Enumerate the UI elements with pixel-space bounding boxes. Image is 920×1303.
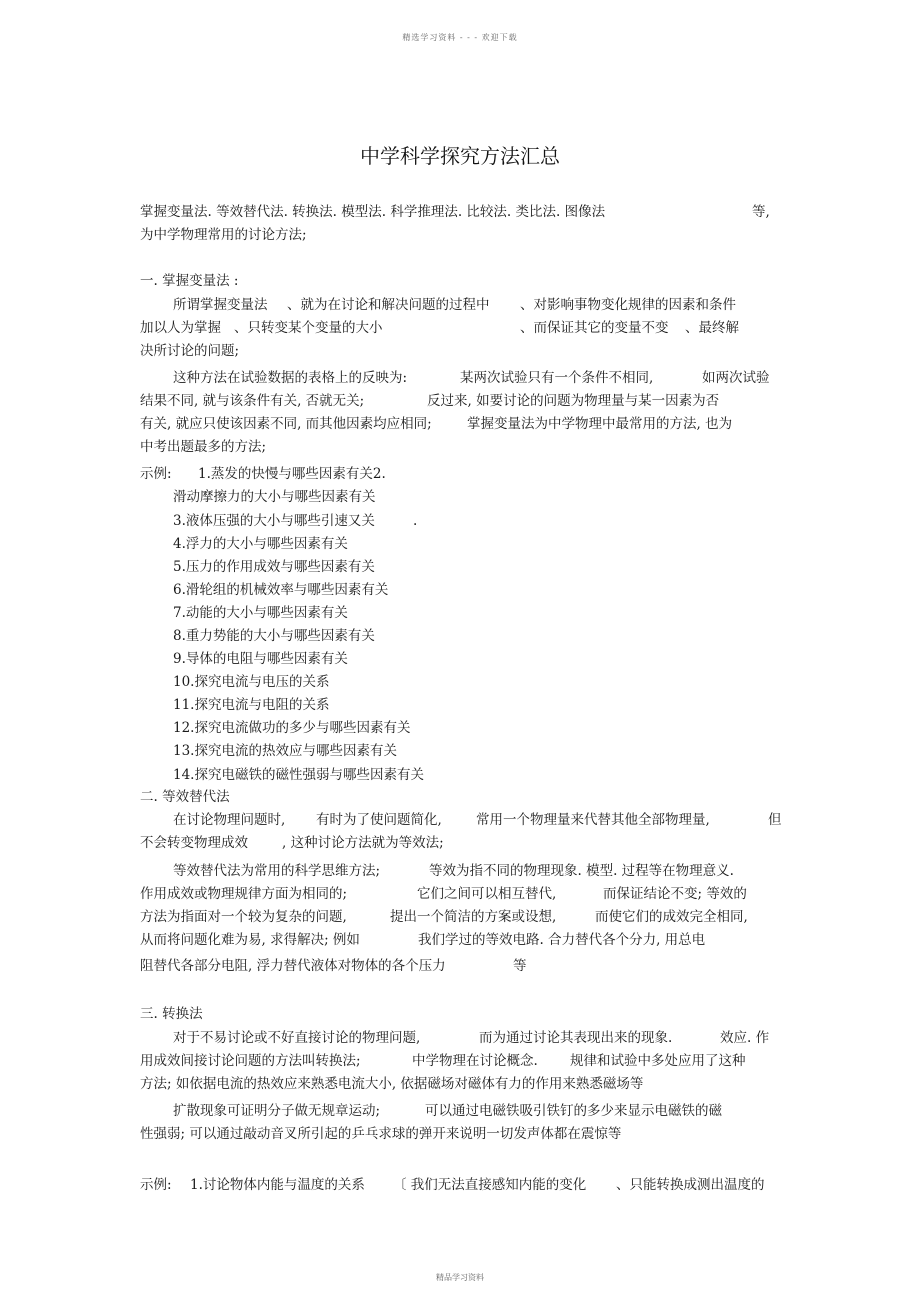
section-2-heading: 二. 等效替代法 — [140, 789, 230, 805]
example-item: 7.动能的大小与哪些因素有关 — [173, 605, 348, 621]
text-fragment: 从而将问题化难为易, 求得解决; 例如 — [140, 932, 360, 948]
text-fragment: 1.讨论物体内能与温度的关系 — [190, 1177, 365, 1193]
example-item: 滑动摩擦力的大小与哪些因素有关 — [173, 489, 376, 505]
example-item: 13.探究电流的热效应与哪些因素有关 — [173, 743, 397, 759]
text-fragment: 可以通过电磁铁吸引铁钉的多少来显示电磁铁的磁 — [425, 1103, 722, 1119]
text-fragment: 它们之间可以相互替代, — [417, 886, 557, 902]
text-fragment: 扩散现象可证明分子做无规章运动; — [173, 1103, 381, 1119]
text-fragment: 阻替代各部分电阻, 浮力替代液体对物体的各个压力 — [140, 958, 446, 974]
text-fragment: 而使它们的成效完全相同, — [595, 909, 748, 925]
text-fragment: 规律和试验中多处应用了这种 — [570, 1053, 746, 1069]
text-fragment: 等 — [513, 958, 527, 974]
example-item: 4.浮力的大小与哪些因素有关 — [173, 536, 348, 552]
example-item: 5.压力的作用成效与哪些因素有关 — [173, 559, 375, 575]
s3-p1-line-3: 方法; 如依据电流的热效应来熟悉电流大小, 依据磁场对磁体有力的作用来熟悉磁场等 — [140, 1076, 644, 1092]
examples-label: 示例: — [140, 466, 172, 482]
text-fragment: , 这种讨论方法就为等效法; — [282, 835, 444, 851]
intro-line-2: 为中学物理常用的讨论方法; — [140, 227, 307, 243]
text-fragment: 掌握变量法为中学物理中最常用的方法, 也为 — [467, 416, 733, 432]
text-fragment: 提出一个简洁的方案或设想, — [390, 909, 557, 925]
text-fragment: 、就为在讨论和解决问题的过程中 — [287, 297, 490, 313]
text-fragment: 所谓掌握变量法 — [173, 297, 268, 313]
text-fragment: 而为通过讨论其表现出来的现象. — [479, 1030, 673, 1046]
s3-p2-line-2: 性强弱; 可以通过敲动音叉所引起的乒乓求球的弹开来说明一切发声体都在震惊等 — [140, 1126, 622, 1142]
text-fragment: 如两次试验 — [702, 370, 770, 386]
intro-methods-list: 掌握变量法. 等效替代法. 转换法. 模型法. 科学推理法. 比较法. 类比法. 图像法 — [140, 204, 606, 220]
text-fragment: 加以人为掌握 — [140, 320, 221, 336]
text-fragment: 、最终解 — [685, 320, 739, 336]
text-fragment: 我们学过的等效电路. 合力替代各个分力, 用总电 — [418, 932, 706, 948]
page-header: 精选学习资料 - - - 欢迎下载 — [402, 33, 518, 42]
text-fragment: 、只转变某个变量的大小 — [234, 320, 383, 336]
examples-label: 示例: — [140, 1177, 172, 1193]
text-fragment: 在讨论物理问题时, — [173, 812, 286, 828]
section-1-heading: 一. 掌握变量法 : — [140, 273, 239, 289]
text-fragment: 用成效间接讨论问题的方法叫转换法; — [140, 1053, 361, 1069]
text-fragment: 有时为了使问题简化, — [316, 812, 442, 828]
text-fragment: 反过来, 如要讨论的问题为物理量与某一因素为否 — [427, 393, 720, 409]
text-fragment: 对于不易讨论或不好直接讨论的物理问题, — [173, 1030, 421, 1046]
text-fragment: 中学物理在讨论概念. — [412, 1053, 538, 1069]
example-item: 6.滑轮组的机械效率与哪些因素有关 — [173, 582, 389, 598]
text-fragment: 某两次试验只有一个条件不相同, — [460, 370, 654, 386]
example-item: 12.探究电流做功的多少与哪些因素有关 — [173, 720, 411, 736]
s1-p2-line-4: 中考出题最多的方法; — [140, 439, 267, 455]
text-fragment: 结果不同, 就与该条件有关, 否就无关; — [140, 393, 365, 409]
example-item: 1.蒸发的快慢与哪些因素有关2. — [198, 466, 386, 482]
s1-p1-line-3: 决所讨论的问题; — [140, 343, 240, 359]
example-item: 11.探究电流与电阻的关系 — [173, 697, 330, 713]
text-fragment: 而保证结论不变; 等效的 — [603, 886, 747, 902]
text-fragment: 、而保证其它的变量不变 — [520, 320, 669, 336]
example-item: 14.探究电磁铁的磁性强弱与哪些因素有关 — [173, 767, 424, 783]
text-fragment: 但 — [768, 812, 782, 828]
section-3-heading: 三. 转换法 — [140, 1006, 203, 1022]
text-fragment: 这种方法在试验数据的表格上的反映为: — [173, 370, 408, 386]
text-fragment: 不会转变物理成效 — [140, 835, 248, 851]
text-fragment: . — [413, 513, 418, 529]
example-item: 8.重力势能的大小与哪些因素有关 — [173, 628, 375, 644]
text-fragment: 〔 我们无法直接感知内能的变化 — [393, 1177, 587, 1193]
text-fragment: 效应. 作 — [720, 1030, 770, 1046]
text-fragment: 作用成效或物理规律方面为相同的; — [140, 886, 348, 902]
example-item: 10.探究电流与电压的关系 — [173, 674, 330, 690]
text-fragment: 等效为指不同的物理现象. 模型. 过程等在物理意义. — [429, 863, 734, 879]
page-footer: 精品学习资料 — [436, 1273, 484, 1282]
text-fragment: 有关, 就应只使该因素不同, 而其他因素均应相同; — [140, 416, 432, 432]
text-fragment: 3.液体压强的大小与哪些引速又关 — [173, 513, 375, 529]
intro-etc: 等, — [752, 204, 770, 220]
text-fragment: 常用一个物理量来代替其他全部物理量, — [476, 812, 710, 828]
text-fragment: 等效替代法为常用的科学思维方法; — [173, 863, 381, 879]
text-fragment: 、对影响事物变化规律的因素和条件 — [520, 297, 736, 313]
document-title: 中学科学探究方法汇总 — [360, 144, 560, 168]
text-fragment: 、只能转换成测出温度的 — [616, 1177, 765, 1193]
text-fragment: 方法为指面对一个较为复杂的问题, — [140, 909, 347, 925]
example-item: 9.导体的电阻与哪些因素有关 — [173, 651, 348, 667]
